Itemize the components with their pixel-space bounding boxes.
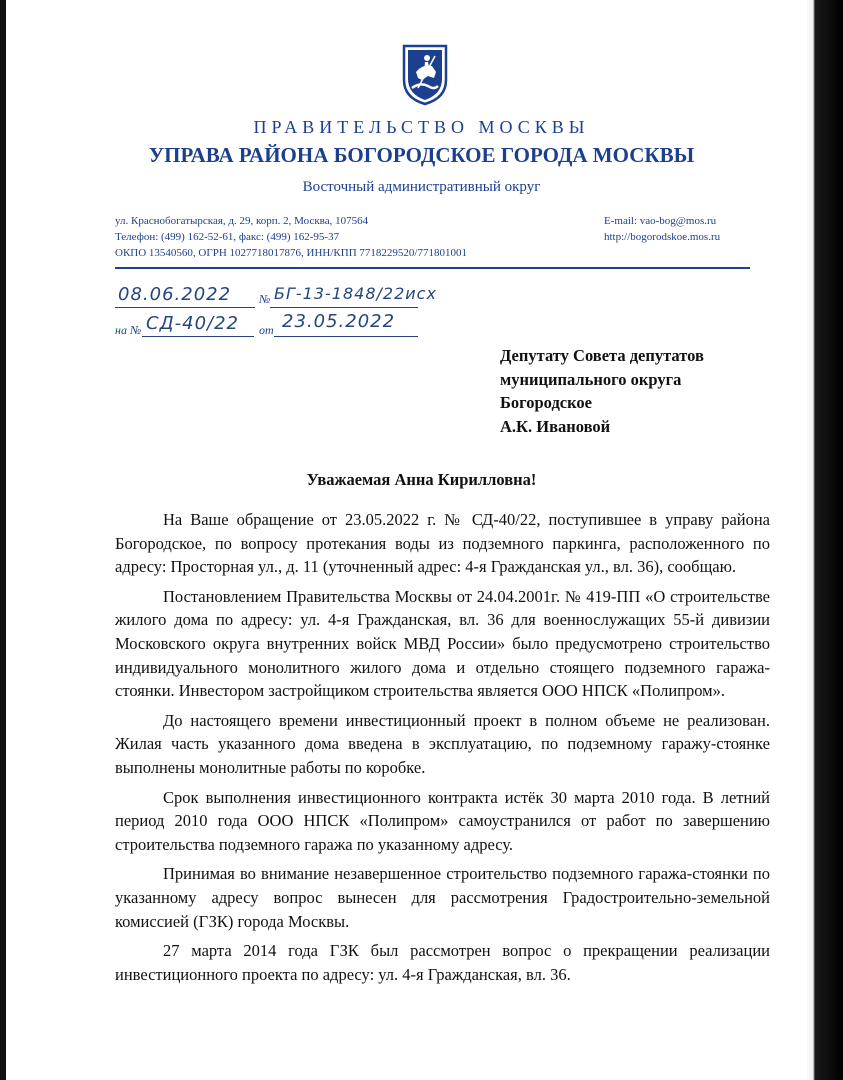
email-link[interactable]: E-mail: vao-bog@mos.ru bbox=[604, 215, 717, 227]
paragraph: Постановлением Правительства Москвы от 24.04.2001г. № 419-ПП «О строительстве жилого дома по адресу: ул. 4-я Гражданская, вл. 36 для военнослужащих 55-й дивизии Московского округа внутренних войск МВД России» было предусмотрено строительство индивидуального монолитного жилого дома и отдельно стоящего подземного гаража-стоянки. Инвестором застройщиком строительства является ООО НПСК «Полипром». bbox=[115, 586, 770, 701]
website-link[interactable]: http://bogorodskoe.mos.ru bbox=[604, 231, 721, 243]
handwritten-ref-number: СД-40/22 bbox=[146, 313, 239, 334]
requisites-line: ОКПО 13540560, ОГРН 1027718017876, ИНН/КПП 7718229520/771801001 bbox=[115, 247, 467, 259]
number-label: № bbox=[259, 292, 271, 306]
letter-body bbox=[115, 508, 770, 992]
uprava-title: УПРАВА РАЙОНА БОГОРОДСКОЕ ГОРОДА МОСКВЫ bbox=[148, 143, 695, 167]
number-line bbox=[270, 307, 418, 308]
date-line bbox=[115, 307, 255, 308]
ref-date-line bbox=[274, 336, 418, 337]
okrug-subtitle: Восточный административный округ bbox=[302, 179, 541, 195]
paragraph: Срок выполнения инвестиционного контракта истёк 30 марта 2010 года. В летний период 2010 года ООО НПСК «Полипром» самоустранился от работ по завершению строительства подземного гаража по указанному адресу. bbox=[115, 787, 770, 854]
salutation: Уважаемая Анна Кирилловна! bbox=[306, 470, 537, 489]
addressee-line: А.К. Ивановой bbox=[500, 416, 611, 436]
addressee-line: Богородское bbox=[500, 393, 592, 412]
paragraph: На Ваше обращение от 23.05.2022 г. № СД-40/22, поступившее в управу района Богородское, по вопросу протекания воды из подземного паркинга, расположенного по адресу: Просторная ул., д. 11 (уточненный адрес: 4-я Гражданская ул., вл. 36), сообщаю. bbox=[115, 510, 770, 577]
ref-number-line bbox=[142, 336, 254, 337]
ref-number-label: на № bbox=[115, 323, 142, 337]
handwritten-date: 08.06.2022 bbox=[118, 284, 232, 305]
handwritten-outgoing-number: БГ-13-1848/22исх bbox=[274, 284, 437, 303]
paragraph: Принимая во внимание незавершенное строительство подземного гаража-стоянки по указанному адресу вопрос вынесен для рассмотрения Градостроительно-земельной комиссией (ГЗК) города Москвы. bbox=[115, 864, 770, 931]
paragraph: До настоящего времени инвестиционный проект в полном объеме не реализован. Жилая часть указанного дома введена в эксплуатацию, по подземному гаражу-стоянке выполнены монолитные работы по коробке. bbox=[115, 710, 770, 777]
address-line: ул. Краснобогатырская, д. 29, корп. 2, Москва, 107564 bbox=[115, 215, 369, 227]
header-divider bbox=[115, 267, 750, 269]
addressee-block bbox=[500, 344, 704, 438]
addressee-line: Депутату Совета депутатов bbox=[500, 346, 704, 365]
addressee-line: муниципального округа bbox=[500, 369, 682, 389]
from-label: от bbox=[259, 323, 274, 337]
phone-line: Телефон: (499) 162-52-61, факс: (499) 162-95-37 bbox=[115, 231, 340, 243]
moscow-coat-of-arms-icon bbox=[400, 42, 450, 106]
handwritten-ref-date: 23.05.2022 bbox=[282, 311, 396, 332]
paragraph: 27 марта 2014 года ГЗК был рассмотрен вопрос о прекращении реализации инвестиционного проекта по адресу: ул. 4-я Гражданская, вл. 36. bbox=[115, 941, 770, 984]
government-title: ПРАВИТЕЛЬСТВО МОСКВЫ bbox=[253, 117, 590, 137]
